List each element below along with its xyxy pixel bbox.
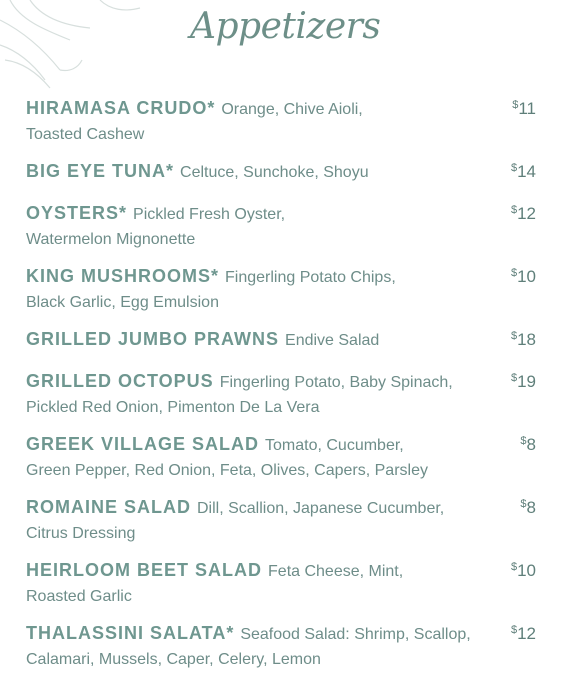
menu-item-name: GRILLED OCTOPUS <box>26 371 214 391</box>
menu-item-price <box>511 159 536 184</box>
menu-item-description-cont: Black Garlic, Egg Emulsion <box>26 294 219 311</box>
menu-item-price <box>511 264 536 289</box>
menu-item-description-cont: Citrus Dressing <box>26 525 136 542</box>
price-value: 11 <box>518 99 536 118</box>
currency-symbol: $ <box>520 435 527 447</box>
menu-item-line-1 <box>26 159 502 185</box>
menu-item-description: Orange, Chive Aioli, <box>221 101 363 118</box>
currency-symbol: $ <box>510 204 518 216</box>
menu-item-description-cont: Watermelon Mignonette <box>26 231 196 248</box>
menu-item-description-cont: Green Pepper, Red Onion, Feta, Olives, Capers, Parsley <box>26 462 428 479</box>
menu-item-description: Tomato, Cucumber, <box>265 437 404 454</box>
menu-item-description: Endive Salad <box>285 332 380 349</box>
menu-item-description-cont: Roasted Garlic <box>26 588 132 605</box>
menu-item-description-cont: Toasted Cashew <box>26 126 145 143</box>
menu-item <box>26 201 540 252</box>
menu-item-line-1 <box>26 558 502 584</box>
menu-item-line-1 <box>26 621 502 647</box>
menu-item-name: HEIRLOOM BEET SALAD <box>26 560 263 580</box>
menu-item <box>26 264 540 315</box>
currency-symbol: $ <box>510 624 518 636</box>
price-value: 8 <box>526 498 536 517</box>
menu-item <box>26 96 540 147</box>
menu-item <box>26 159 540 185</box>
menu-item-price <box>511 327 536 352</box>
menu-item <box>26 327 540 353</box>
price-value: 10 <box>517 561 536 580</box>
menu-item-line-1 <box>26 264 502 290</box>
menu-item-price <box>511 621 536 646</box>
menu-item <box>26 495 540 546</box>
price-value: 14 <box>517 162 536 181</box>
menu-item-description: Celtuce, Sunchoke, Shoyu <box>180 164 369 181</box>
menu-item <box>26 558 540 609</box>
currency-symbol: $ <box>510 330 518 342</box>
menu-item-line-1 <box>26 201 502 227</box>
menu-item <box>26 369 540 420</box>
menu-item-price <box>520 495 536 520</box>
menu-item-description: Fingerling Potato, Baby Spinach, <box>219 374 453 391</box>
menu-item-description: Seafood Salad: Shrimp, Scallop, <box>240 626 471 643</box>
menu-item-name: THALASSINI SALATA* <box>26 623 235 643</box>
currency-symbol: $ <box>520 498 527 510</box>
menu-list <box>26 96 540 684</box>
currency-symbol: $ <box>510 267 518 279</box>
menu-item <box>26 432 540 483</box>
menu-item-line-1 <box>26 96 502 122</box>
menu-item-price <box>511 558 536 583</box>
currency-symbol: $ <box>510 162 518 174</box>
currency-symbol: $ <box>512 99 519 111</box>
menu-item-description: Feta Cheese, Mint, <box>268 563 404 580</box>
price-value: 18 <box>517 330 536 349</box>
menu-item-name: ROMAINE SALAD <box>26 497 191 517</box>
menu-item-line-1 <box>26 495 502 521</box>
price-value: 12 <box>517 204 536 223</box>
menu-item-price <box>520 432 536 457</box>
menu-item-name: OYSTERS* <box>26 203 128 223</box>
menu-item-price <box>511 201 536 226</box>
menu-item-name: HIRAMASA CRUDO* <box>26 98 216 118</box>
menu-item-line-1 <box>26 432 502 458</box>
menu-item-description: Pickled Fresh Oyster, <box>133 206 286 223</box>
menu-item-name: GREEK VILLAGE SALAD <box>26 434 260 454</box>
menu-item-name: GRILLED JUMBO PRAWNS <box>26 329 280 349</box>
menu-item <box>26 621 540 672</box>
menu-item-description-cont: Calamari, Mussels, Caper, Celery, Lemon <box>26 651 321 668</box>
currency-symbol: $ <box>510 561 518 573</box>
menu-item-description: Fingerling Potato Chips, <box>225 269 396 286</box>
section-title: Appetizers <box>190 6 381 47</box>
menu-item-price <box>511 369 536 394</box>
price-value: 8 <box>526 435 536 454</box>
botanical-sketch-icon <box>0 0 150 90</box>
currency-symbol: $ <box>510 372 518 384</box>
price-value: 10 <box>517 267 536 286</box>
price-value: 19 <box>517 372 536 391</box>
menu-item-description: Dill, Scallion, Japanese Cucumber, <box>197 500 445 517</box>
menu-item-line-1 <box>26 369 502 395</box>
menu-item-name: KING MUSHROOMS* <box>26 266 220 286</box>
menu-item-name: BIG EYE TUNA* <box>26 161 175 181</box>
menu-item-price <box>512 96 536 121</box>
price-value: 12 <box>517 624 536 643</box>
menu-item-description-cont: Pickled Red Onion, Pimenton De La Vera <box>26 399 320 416</box>
menu-item-line-1 <box>26 327 502 353</box>
